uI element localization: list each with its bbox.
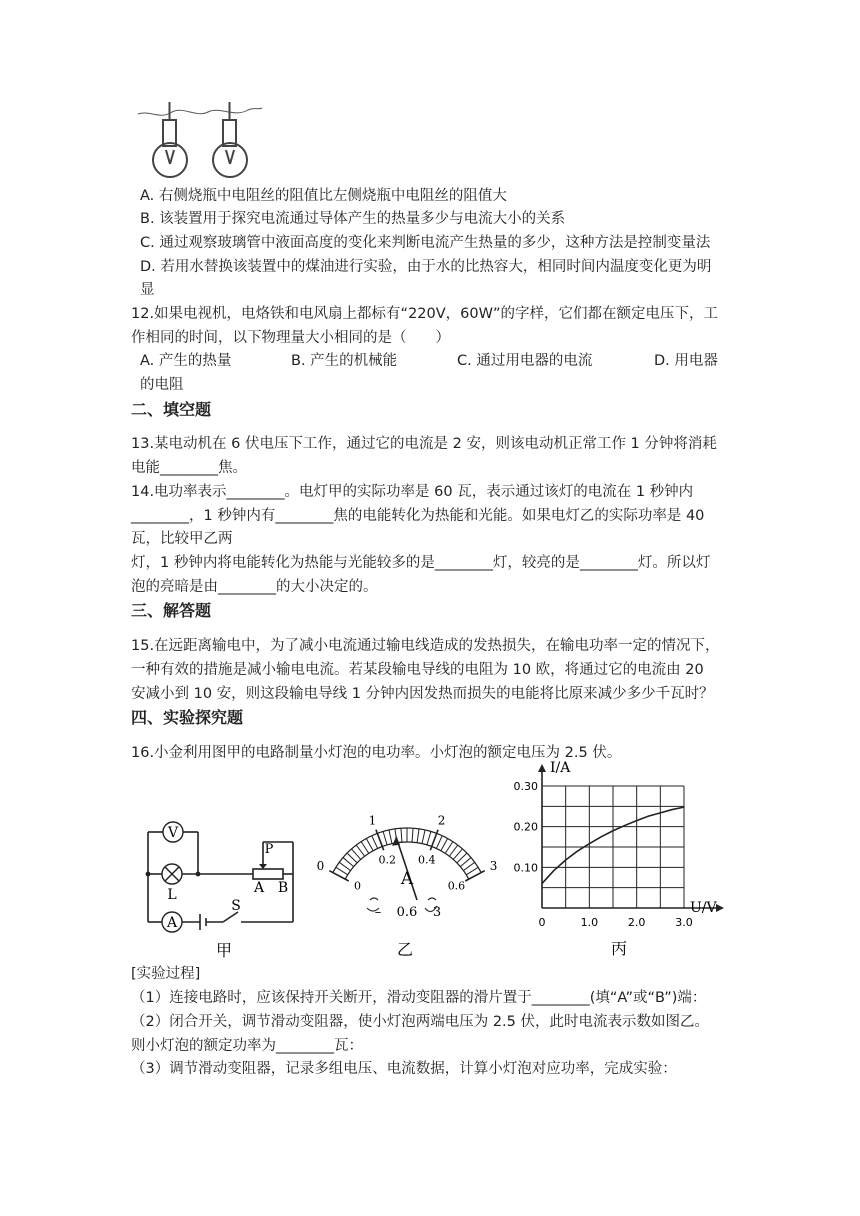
meter-tick bbox=[329, 871, 348, 881]
meter-tick bbox=[457, 853, 467, 863]
meter-tick bbox=[412, 828, 413, 842]
meter-tick bbox=[453, 849, 462, 860]
q11-option-a: A. 右侧烧瓶中电阻丝的阻值比左侧烧瓶中电阻丝的阻值大 bbox=[140, 188, 507, 204]
meter-tick bbox=[445, 842, 453, 854]
voltmeter-symbol bbox=[163, 822, 183, 842]
x-axis-label: U/V bbox=[690, 900, 717, 916]
q15-line3: 安减小到 10 安，则这段输电导线 1 分钟内因发热而损失的电能将比原来减少多少千瓦时？ bbox=[131, 686, 714, 702]
circuit-caption: 甲 bbox=[215, 941, 233, 960]
q14-line4: 灯，1 秒钟内将电能转化为热能与光能较多的是________灯，较亮的是________灯。所以灯 bbox=[131, 555, 711, 571]
left-flask bbox=[153, 102, 187, 177]
q16-step2b: 则小灯泡的额定功率为________瓦： bbox=[131, 1038, 363, 1054]
q16-intro: 16.小金利用图甲的电路制量小灯泡的电功率。小灯泡的额定电压为 2.5 伏。 bbox=[131, 745, 622, 761]
meter-top-tick-label: 3 bbox=[489, 858, 498, 873]
q11-option-c: C. 通过观察玻璃管中液面高度的变化来判断电流产生热量的多少，这种方法是控制变量法 bbox=[140, 235, 711, 251]
meter-top-tick-label: 2 bbox=[437, 813, 446, 828]
meter-tick bbox=[389, 830, 392, 844]
q12-option-d-cont: 的电阻 bbox=[140, 377, 184, 393]
q12-option-a: A. 产生的热量 bbox=[140, 353, 232, 369]
q14-line3: 瓦，比较甲乙两 bbox=[131, 531, 233, 547]
q12-option-b: B. 产生的机械能 bbox=[291, 353, 398, 369]
meter-top-tick-label: 0 bbox=[316, 858, 325, 873]
q16-step1: （1）连接电路时，应该保持开关断开，滑动变阻器的滑片置于________(填“A”或“B”)端： bbox=[131, 990, 707, 1006]
meter-tick bbox=[352, 849, 361, 860]
q16-step3: （3）调节滑动变阻器，记录多组电压、电流数据，计算小灯泡对应功率，完成实验： bbox=[131, 1061, 677, 1077]
x-tick-label: 3.0 bbox=[675, 916, 693, 929]
q12-option-d: D. 用电器 bbox=[654, 353, 718, 369]
y-axis-label: I/A bbox=[550, 760, 571, 776]
switch-label: S bbox=[231, 898, 241, 914]
meter-bottom-tick-label: 0.4 bbox=[418, 853, 436, 867]
slider-label: P bbox=[264, 842, 274, 857]
graph-caption: 丙 bbox=[610, 939, 628, 958]
lamp-label: L bbox=[167, 887, 177, 903]
q13-line1: 13.某电动机在 6 伏电压下工作，通过它的电流是 2 安，则该电动机正常工作 1 分钟将消耗 bbox=[131, 436, 717, 452]
meter-tick bbox=[417, 829, 419, 843]
y-axis-arrow bbox=[538, 764, 546, 772]
q15-line2: 一种有效的措施是减小输电电流。若某段输电导线的电阻为 10 欧，将通过它的电流由 20 bbox=[131, 662, 704, 678]
terminal-negative: – bbox=[374, 905, 382, 920]
q13-line2: 电能________焦。 bbox=[131, 460, 247, 476]
meter-tick bbox=[336, 867, 348, 874]
x-tick-label: 1.0 bbox=[580, 916, 599, 929]
right-flask bbox=[213, 102, 247, 177]
meter-tick bbox=[422, 830, 425, 844]
q16-process-label: [实验过程] bbox=[131, 966, 201, 982]
y-tick-label: 0.30 bbox=[513, 780, 538, 793]
graph-grid bbox=[538, 764, 724, 912]
meter-tick bbox=[427, 831, 431, 844]
rheostat-end-a: A bbox=[253, 880, 265, 896]
meter-bottom-tick-label: 0.2 bbox=[378, 853, 396, 867]
meter-tick bbox=[460, 858, 471, 867]
x-tick-label: 0 bbox=[538, 916, 546, 929]
lamp-symbol bbox=[162, 864, 182, 884]
q14-line2: ________，1 秒钟内有________焦的电能转化为热能和光能。如果电灯乙的实际功率是 40 bbox=[131, 508, 705, 524]
y-tick-label: 0.10 bbox=[513, 861, 538, 875]
section-heading-fill-in: 二、填空题 bbox=[131, 400, 212, 419]
ammeter-symbol bbox=[162, 912, 182, 932]
meter-tick bbox=[383, 831, 387, 844]
meter-tick bbox=[463, 862, 474, 870]
q12-line1: 12.如果电视机，电烙铁和电风扇上都标有“220V，60W”的字样，它们都在额定电压下，工 bbox=[131, 306, 718, 322]
q11-option-d: D. 若用水替换该装置中的煤油进行实验，由于水的比热容大，相同时间内温度变化更为明 bbox=[140, 259, 712, 275]
q15-line1: 15.在远距离输电中，为了减小电流通过输电线造成的发热损失，在输电功率一定的情况下， bbox=[131, 638, 720, 654]
x-axis-arrow bbox=[716, 904, 724, 912]
meter-tick bbox=[366, 838, 373, 850]
q14-line5: 泡的亮暗是由________的大小决定的。 bbox=[131, 579, 378, 595]
meter-tick bbox=[372, 836, 378, 849]
rheostat-end-b: B bbox=[277, 880, 289, 896]
meter-tick bbox=[356, 845, 364, 856]
terminal-0-6: 0.6 bbox=[396, 905, 418, 920]
q11-option-b: B. 该装置用于探究电流通过导体产生的热量多少与电流大小的关系 bbox=[140, 211, 566, 227]
flask-apparatus-figure bbox=[130, 98, 270, 180]
section-heading-experiment: 四、实验探究题 bbox=[131, 708, 244, 727]
meter-tick bbox=[436, 836, 442, 849]
meter-terminals bbox=[367, 898, 441, 920]
meter-bottom-tick-label: 0 bbox=[354, 879, 362, 893]
meter-tick bbox=[401, 828, 402, 842]
q14-line1: 14.电功率表示________。电灯甲的实际功率是 60 瓦，表示通过该灯的电流在 1 秒钟内 bbox=[131, 484, 694, 500]
meter-tick bbox=[343, 858, 354, 867]
x-tick-label: 2.0 bbox=[627, 916, 646, 929]
meter-tick bbox=[466, 867, 478, 874]
meter-tick bbox=[465, 871, 484, 881]
meter-tick bbox=[361, 842, 369, 854]
ammeter-dial bbox=[310, 790, 500, 965]
meter-tick bbox=[449, 845, 457, 856]
q11-option-d-cont: 显 bbox=[140, 282, 155, 298]
voltmeter-label: V bbox=[167, 825, 179, 841]
meter-caption: 乙 bbox=[396, 940, 414, 959]
meter-tick bbox=[347, 853, 357, 863]
graph-tick-labels bbox=[514, 780, 693, 929]
ammeter-label: A bbox=[166, 915, 178, 931]
q12-line2: 作相同的时间，以下物理量大小相同的是（ ） bbox=[131, 330, 450, 346]
meter-tick bbox=[339, 862, 350, 870]
y-tick-label: 0.20 bbox=[513, 820, 538, 834]
iu-graph bbox=[512, 760, 727, 965]
meter-unit: A bbox=[400, 869, 414, 889]
circuit-diagram bbox=[138, 820, 308, 965]
q16-step2a: （2）闭合开关，调节滑动变阻器，使小灯泡两端电压为 2.5 伏，此时电流表示数如图乙。 bbox=[131, 1014, 709, 1030]
meter-bottom-tick-label: 0.6 bbox=[447, 879, 466, 893]
meter-tick bbox=[441, 838, 448, 850]
terminal-3: 3 bbox=[432, 905, 442, 920]
section-heading-answer: 三、解答题 bbox=[131, 601, 212, 620]
q12-option-c: C. 通过用电器的电流 bbox=[457, 353, 593, 369]
meter-top-tick-label: 1 bbox=[368, 813, 377, 828]
